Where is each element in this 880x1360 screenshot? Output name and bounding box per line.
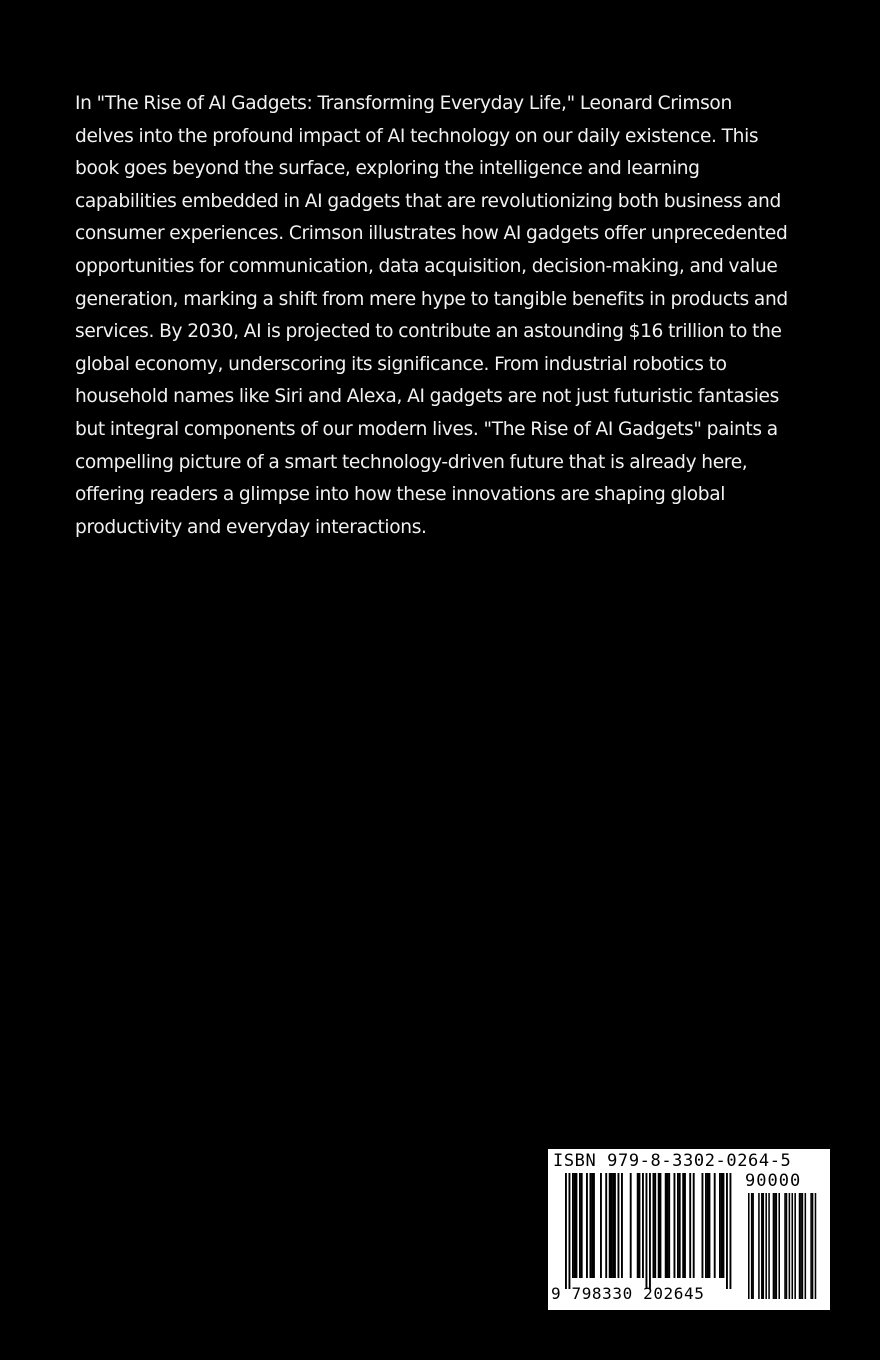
guard-bar — [646, 1173, 648, 1289]
bar — [637, 1173, 639, 1278]
bar — [665, 1173, 667, 1278]
guard-bar — [569, 1173, 571, 1289]
bar — [621, 1173, 623, 1278]
addon-bar — [810, 1193, 812, 1299]
isbn-label: ISBN 979-8-3302-0264-5 — [553, 1151, 792, 1171]
bar — [576, 1173, 578, 1278]
guard-bar — [565, 1173, 567, 1289]
bar — [586, 1173, 588, 1278]
bar — [642, 1173, 644, 1278]
addon-bar — [761, 1193, 763, 1299]
bar — [609, 1173, 611, 1278]
bar — [668, 1173, 670, 1278]
addon-bar — [815, 1193, 817, 1299]
bar — [684, 1173, 686, 1278]
addon-bar — [776, 1193, 778, 1299]
book-description: In "The Rise of AI Gadgets: Transforming Everyday Life," Leonard Crimson delves into the profound impact of AI technology on our daily existence. This book goes beyond the surface, exploring the intelligence and learning capabilities embedded in AI gadgets that are revolutionizing both business and consumer experiences. Crimson illustrates how AI gadgets offer unprecedented opportunities for communication, data acquisition, decision-making, and value generation, marking a shift from mere hype to tangible benefits in products and services. By 2030, AI is projected to contribute an astounding $16 trillion to the global economy, underscoring its significance. From industrial robotics to household names like Siri and Alexa, AI gadgets are not just futuristic fantasies but integral components of our modern lives. "The Rise of AI Gadgets" paints a compelling picture of a smart technology-driven future that is already here, offering readers a glimpse into how these innovations are shaping global productivity and everyday interactions. — [75, 93, 788, 538]
addon-bar — [758, 1193, 760, 1299]
bar — [674, 1173, 676, 1278]
bar — [639, 1173, 641, 1278]
bar — [709, 1173, 711, 1278]
bar — [693, 1173, 695, 1278]
bar — [591, 1173, 593, 1278]
bar — [614, 1173, 616, 1278]
addon-bar — [800, 1193, 802, 1299]
bar — [721, 1173, 723, 1278]
bar — [605, 1173, 607, 1278]
bar — [574, 1173, 576, 1278]
bar — [714, 1173, 716, 1278]
bar — [658, 1173, 660, 1278]
bar — [654, 1173, 656, 1278]
addon-bar — [768, 1193, 770, 1299]
addon-bar — [774, 1193, 776, 1299]
addon-bar — [812, 1193, 814, 1299]
addon-bar — [802, 1193, 804, 1299]
ean-digits: 9 798330 202645 — [551, 1284, 705, 1303]
bar — [702, 1173, 704, 1278]
bar — [653, 1173, 655, 1278]
bar — [707, 1173, 709, 1278]
bar — [689, 1173, 691, 1278]
addon-bar — [778, 1193, 780, 1299]
bar — [682, 1173, 684, 1278]
bar — [618, 1173, 620, 1278]
guard-bar — [649, 1173, 651, 1289]
bar — [677, 1173, 679, 1278]
bar — [572, 1173, 574, 1278]
bar — [612, 1173, 614, 1278]
addon-bar — [784, 1193, 786, 1299]
bar — [660, 1173, 662, 1278]
addon-bar — [799, 1193, 801, 1299]
guard-bar — [730, 1173, 732, 1289]
addon-bar — [773, 1193, 775, 1299]
addon-bar — [786, 1193, 788, 1299]
addon-bar — [792, 1193, 794, 1299]
bar — [593, 1173, 595, 1278]
price-code: 90000 — [745, 1171, 802, 1191]
isbn-barcode — [548, 1149, 830, 1310]
bar — [667, 1173, 669, 1278]
bar — [579, 1173, 581, 1278]
addon-bar — [805, 1193, 807, 1299]
addon-bar — [763, 1193, 765, 1299]
addon-bar — [789, 1193, 791, 1299]
bar — [590, 1173, 592, 1278]
bar — [581, 1173, 583, 1278]
addon-bar — [765, 1193, 767, 1299]
addon-bar — [751, 1193, 753, 1299]
addon-bar — [794, 1193, 796, 1299]
bar — [719, 1173, 721, 1278]
guard-bar — [726, 1173, 728, 1289]
bar — [679, 1173, 681, 1278]
bar — [630, 1173, 632, 1278]
bar — [611, 1173, 613, 1278]
addon-bar — [748, 1193, 750, 1299]
bar — [705, 1173, 707, 1278]
bar — [723, 1173, 725, 1278]
addon-bar — [752, 1193, 754, 1299]
bar — [600, 1173, 602, 1278]
